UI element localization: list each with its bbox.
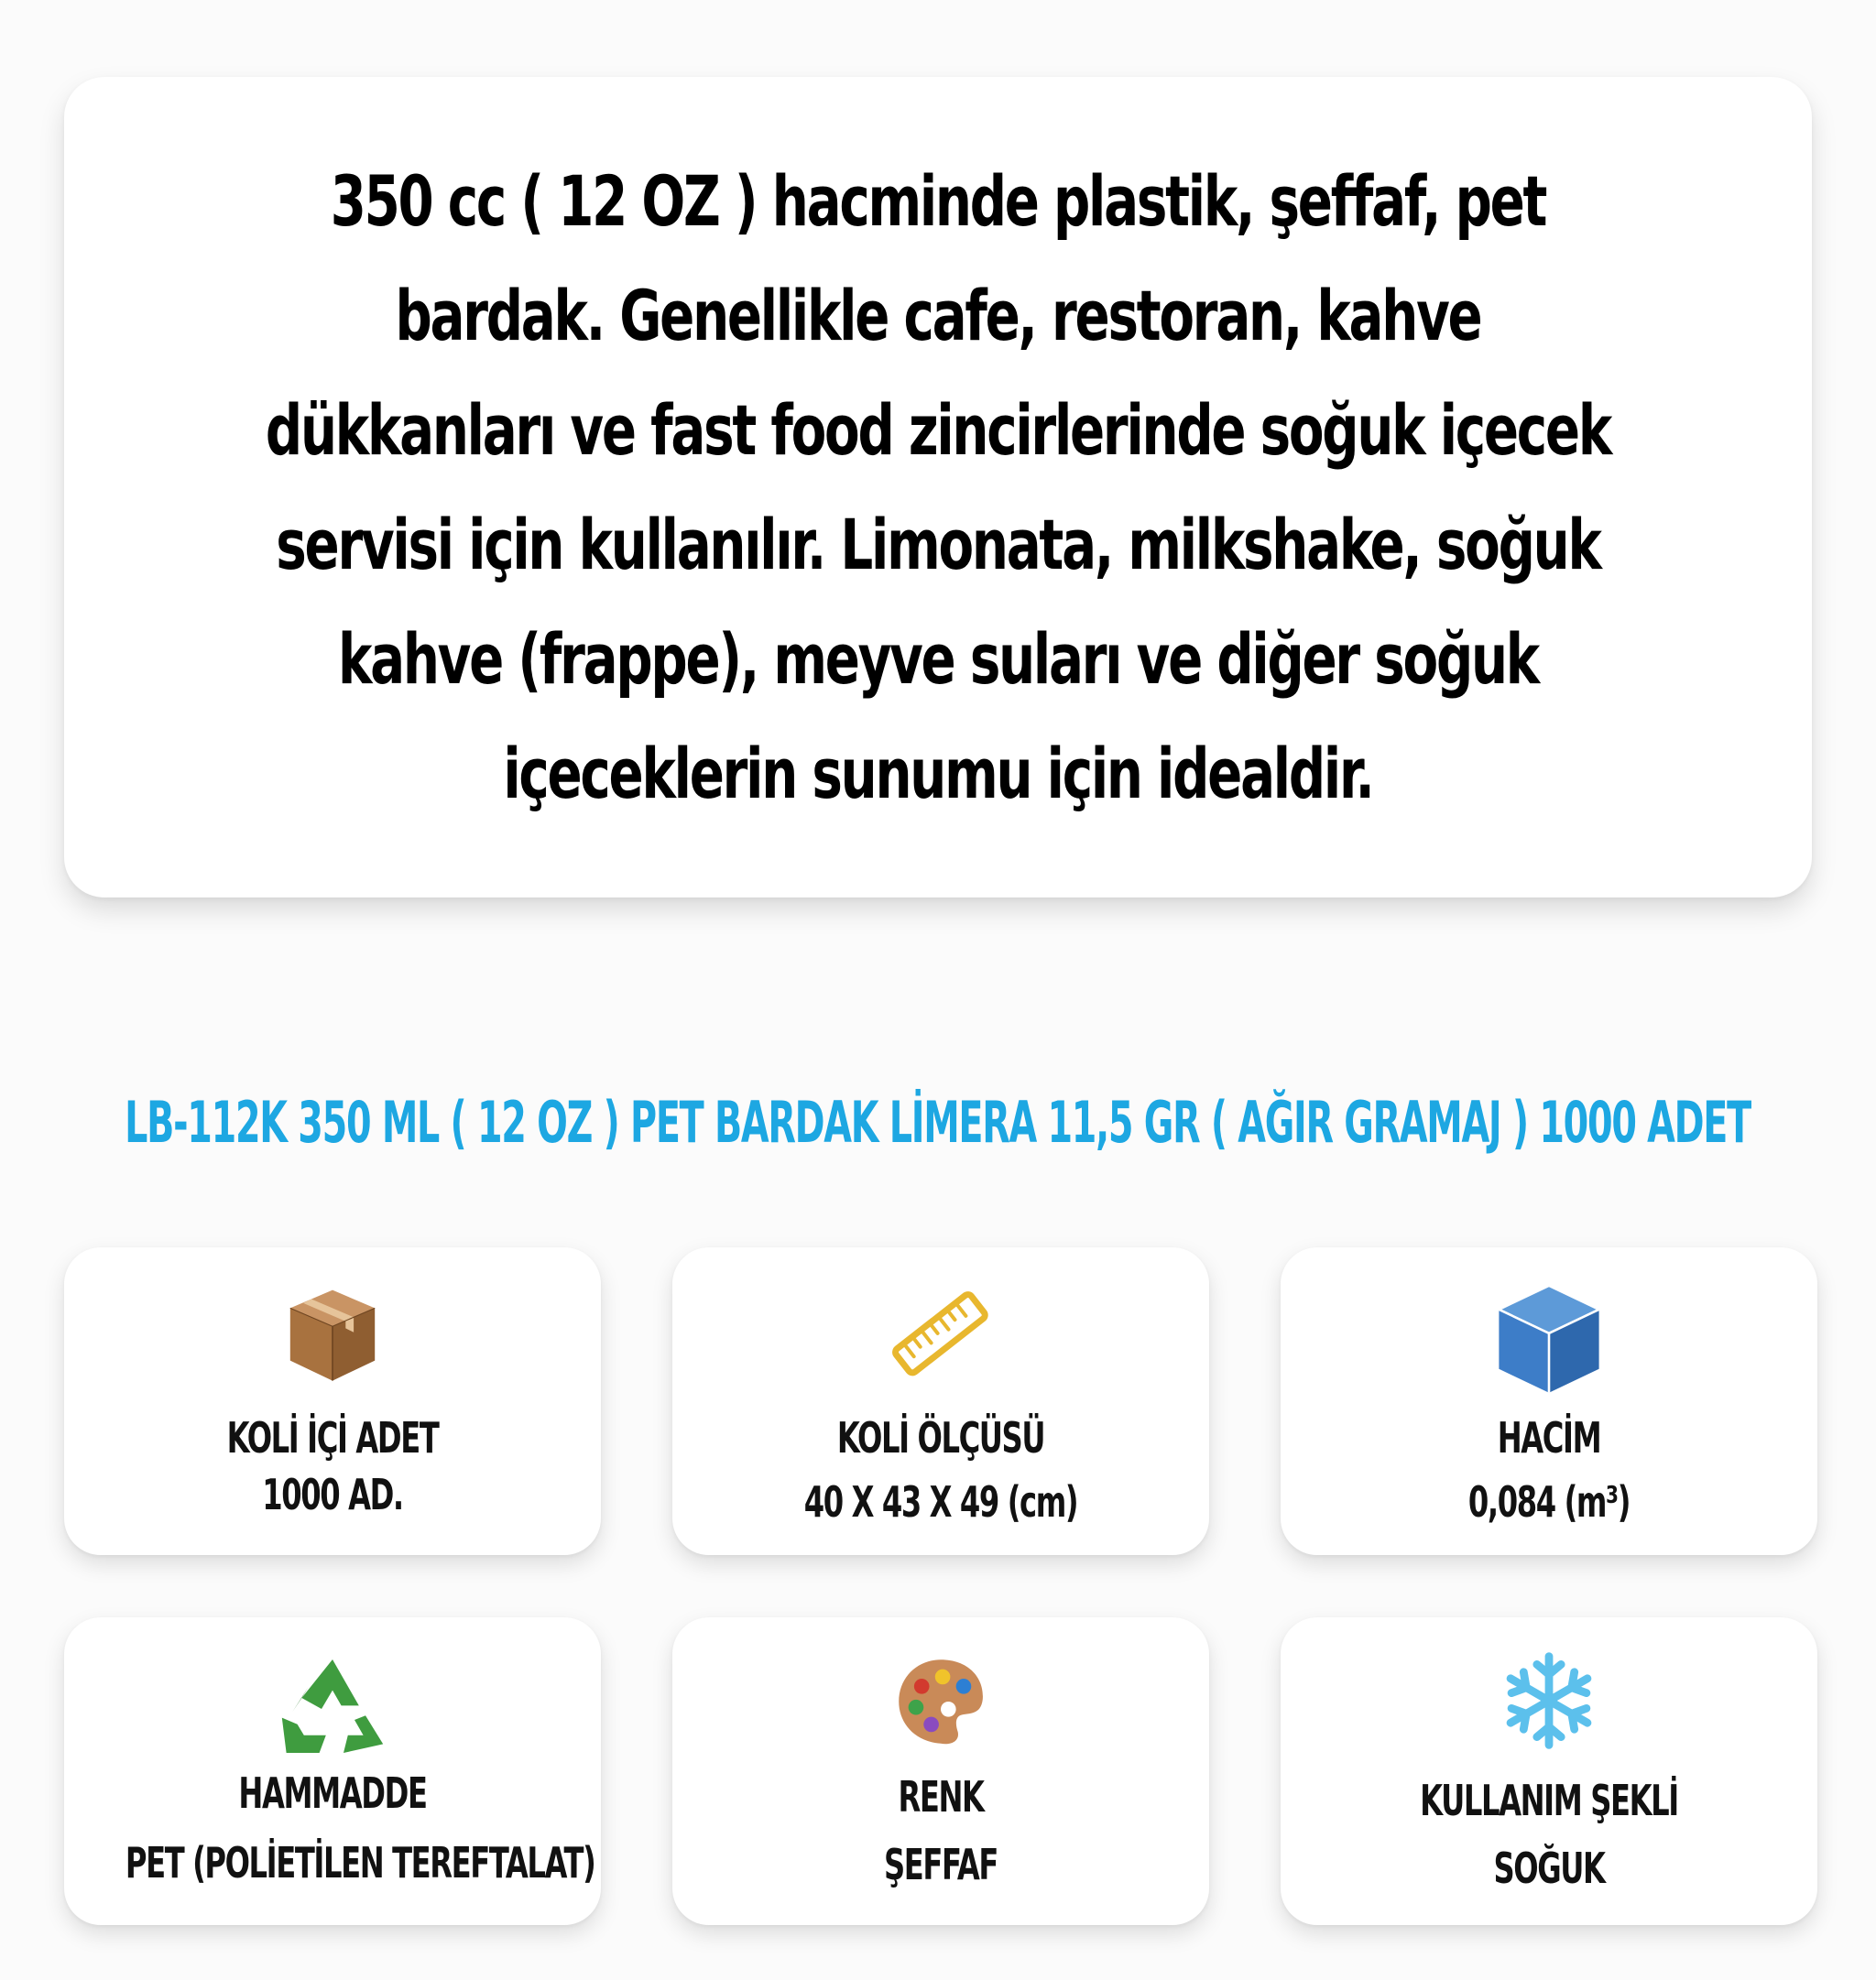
spec-card-quantity bbox=[64, 1247, 601, 1555]
spec-value: 40 X 43 X 49 (cm) bbox=[803, 1477, 1078, 1527]
snowflake-icon bbox=[1281, 1650, 1817, 1751]
product-title bbox=[0, 1081, 1876, 1163]
spec-value: SOĞUK bbox=[1493, 1844, 1605, 1893]
spec-card-color bbox=[672, 1617, 1209, 1925]
description-text bbox=[266, 144, 1610, 831]
spec-value: ŞEFFAF bbox=[883, 1840, 998, 1889]
spec-label: HAMMADDE bbox=[238, 1768, 427, 1818]
spec-card-material bbox=[64, 1617, 601, 1925]
description-line: dükkanları ve fast food zincirlerinde soğuk içecek bbox=[265, 389, 1611, 471]
description-line: kahve (frappe), meyve suları ve diğer soğuk bbox=[337, 618, 1539, 700]
spec-card-usage bbox=[1281, 1617, 1817, 1925]
cube-icon bbox=[1281, 1278, 1817, 1398]
palette-icon bbox=[672, 1654, 1209, 1749]
description-card bbox=[64, 77, 1812, 898]
spec-value: 1000 AD. bbox=[262, 1470, 403, 1519]
box-icon bbox=[64, 1284, 601, 1385]
spec-label: KULLANIM ŞEKLİ bbox=[1420, 1776, 1678, 1825]
spec-value: PET (POLİETİLEN TEREFTALAT) bbox=[125, 1838, 595, 1888]
spec-label: RENK bbox=[898, 1772, 984, 1822]
description-line: 350 cc ( 12 OZ ) hacminde plastik, şeffaf, pet bbox=[330, 160, 1546, 242]
recycle-icon bbox=[64, 1654, 601, 1758]
spec-card-volume bbox=[1281, 1247, 1817, 1555]
description-line: bardak. Genellikle cafe, restoran, kahve bbox=[395, 275, 1481, 356]
description-line: içeceklerin sunumu için idealdir. bbox=[503, 733, 1373, 814]
spec-label: HACİM bbox=[1497, 1413, 1601, 1463]
description-line: servisi için kullanılır. Limonata, milkshake, soğuk bbox=[276, 504, 1600, 585]
spec-card-box-size bbox=[672, 1247, 1209, 1555]
product-title-text: LB-112K 350 ML ( 12 OZ ) PET BARDAK LİMERA 11,5 GR ( AĞIR GRAMAJ ) 1000 ADET bbox=[125, 1088, 1751, 1156]
spec-label: KOLİ ÖLÇÜSÜ bbox=[836, 1413, 1045, 1463]
ruler-icon bbox=[672, 1284, 1209, 1385]
spec-value: 0,084 (m³) bbox=[1467, 1477, 1631, 1527]
spec-label: KOLİ İÇİ ADET bbox=[226, 1413, 439, 1463]
